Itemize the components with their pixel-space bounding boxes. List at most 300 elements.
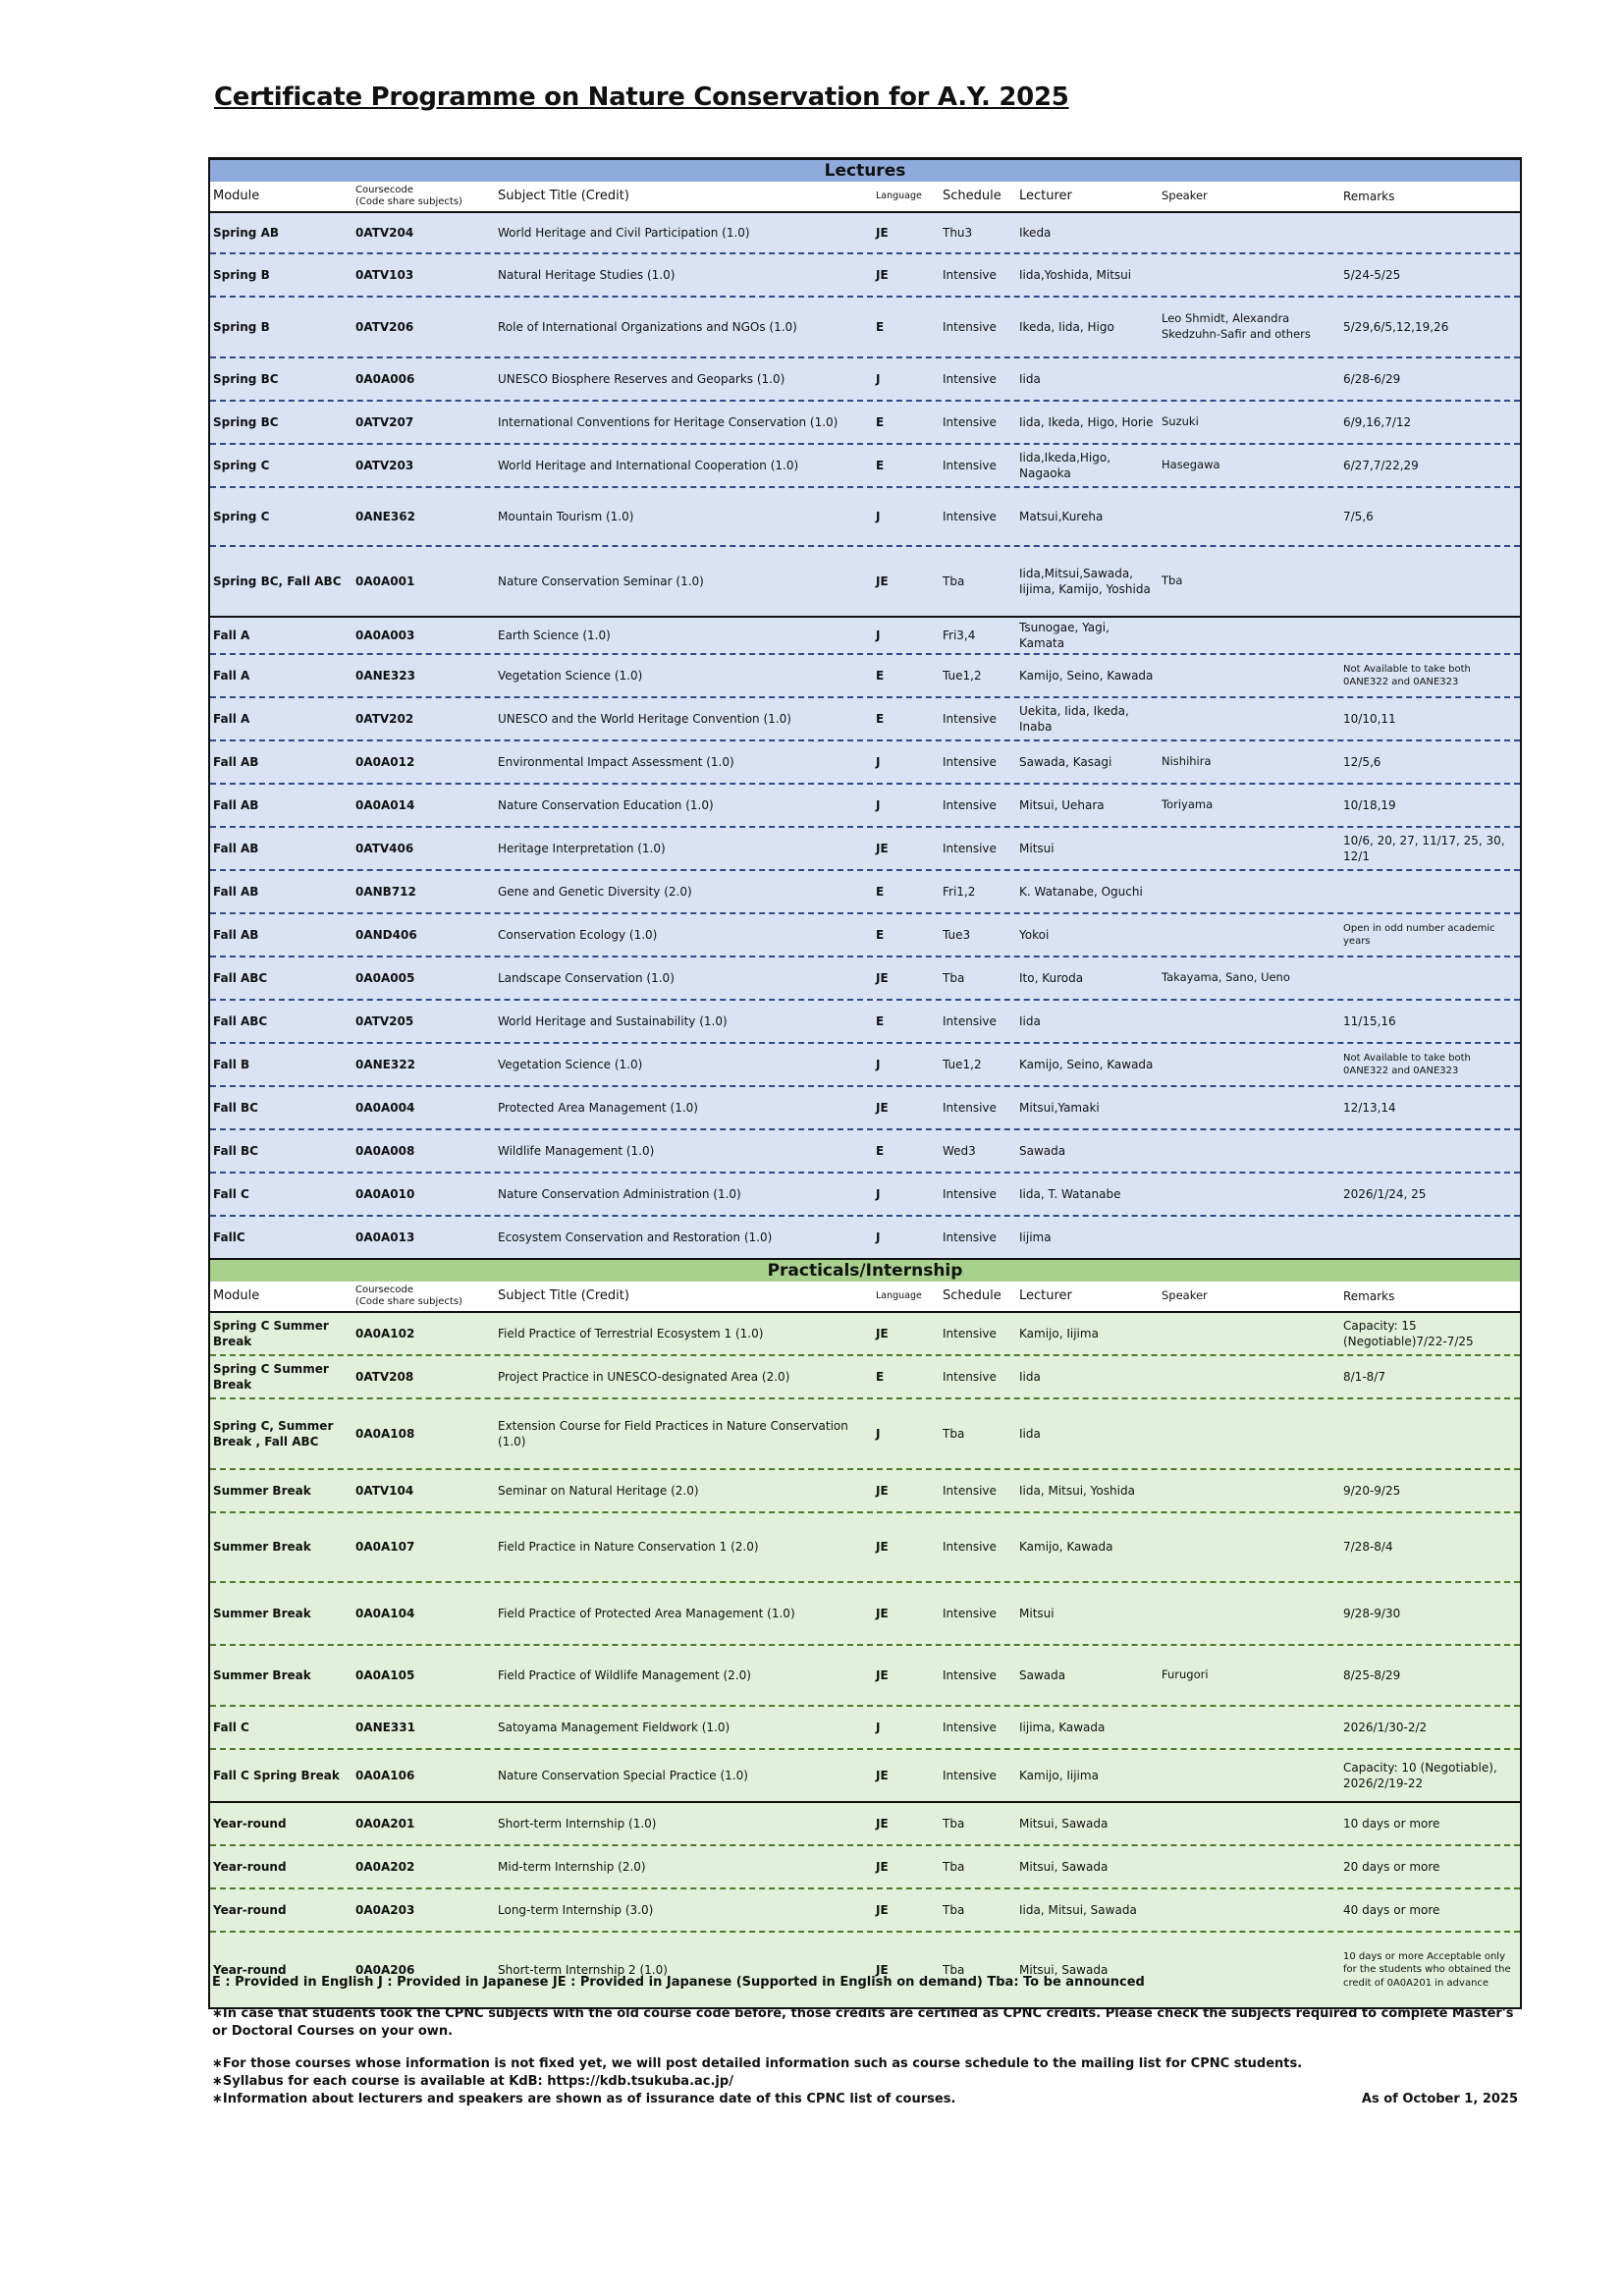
table-row bbox=[210, 1217, 1520, 1258]
cell-subject-title: Nature Conservation Education (1.0) bbox=[498, 797, 714, 812]
cell-module: Spring BC, Fall ABC bbox=[213, 574, 342, 588]
cell-lecturer: Iida, T. Watanabe bbox=[1019, 1186, 1121, 1201]
cell-remarks: 10 days or more bbox=[1343, 1816, 1440, 1831]
as-of-date: As of October 1, 2025 bbox=[1361, 2091, 1518, 2106]
cell-schedule: Fri3,4 bbox=[943, 628, 976, 642]
table-row bbox=[210, 741, 1520, 785]
cell-lecturer: Iijima, Kawada bbox=[1019, 1720, 1106, 1734]
cell-module: Fall AB bbox=[213, 754, 259, 769]
cell-schedule: Intensive bbox=[943, 1606, 997, 1620]
cell-lecturer: Kamijo, Seino, Kawada bbox=[1019, 668, 1154, 683]
cell-lecturer: Sawada bbox=[1019, 1667, 1066, 1682]
cell-course-code: 0ATV205 bbox=[355, 1013, 414, 1028]
cell-schedule: Intensive bbox=[943, 267, 997, 282]
cell-module: Year-round bbox=[213, 1902, 287, 1917]
table-row bbox=[210, 1707, 1520, 1750]
cell-module: Fall A bbox=[213, 668, 250, 683]
cell-module: Fall C bbox=[213, 1186, 249, 1201]
cell-language: J bbox=[876, 1720, 881, 1734]
cell-speaker: Nishihira bbox=[1162, 754, 1212, 769]
cell-language: JE bbox=[876, 1326, 889, 1340]
cell-module: Fall B bbox=[213, 1057, 250, 1071]
cell-lecturer: Iida,Yoshida, Mitsui bbox=[1019, 267, 1132, 282]
col-language: Language bbox=[876, 190, 922, 201]
cell-course-code: 0A0A201 bbox=[355, 1816, 415, 1831]
cell-remarks: 10/6, 20, 27, 11/17, 25, 30, 12/1 bbox=[1343, 833, 1505, 863]
col-code-sub: (Code share subjects) bbox=[355, 1296, 462, 1307]
cell-course-code: 0ATV204 bbox=[355, 225, 414, 240]
cell-subject-title: Landscape Conservation (1.0) bbox=[498, 970, 675, 985]
cell-schedule: Thu3 bbox=[943, 225, 973, 240]
table-row bbox=[210, 1750, 1520, 1803]
cell-language: JE bbox=[876, 970, 889, 985]
cell-subject-title: Protected Area Management (1.0) bbox=[498, 1100, 698, 1115]
cell-language: JE bbox=[876, 1667, 889, 1682]
cell-lecturer: Mitsui, Uehara bbox=[1019, 797, 1105, 812]
cell-speaker: Furugori bbox=[1162, 1667, 1209, 1682]
cell-remarks: 6/9,16,7/12 bbox=[1343, 414, 1412, 429]
cell-remarks: 6/27,7/22,29 bbox=[1343, 458, 1419, 472]
practicals-column-header bbox=[210, 1282, 1520, 1313]
cell-language: E bbox=[876, 458, 885, 472]
cell-subject-title: Mountain Tourism (1.0) bbox=[498, 509, 634, 523]
cell-course-code: 0A0A001 bbox=[355, 574, 415, 588]
table-row bbox=[210, 1044, 1520, 1087]
cell-course-code: 0A0A013 bbox=[355, 1230, 415, 1244]
cell-schedule: Tba bbox=[943, 1426, 965, 1441]
cell-course-code: 0A0A206 bbox=[355, 1962, 415, 1977]
cell-subject-title: Vegetation Science (1.0) bbox=[498, 668, 643, 683]
cell-speaker: Leo Shmidt, Alexandra Skedzuhn-Safir and others bbox=[1162, 311, 1311, 341]
cell-module: Spring AB bbox=[213, 225, 280, 240]
cell-language: J bbox=[876, 1426, 881, 1441]
cell-lecturer: Matsui,Kureha bbox=[1019, 509, 1104, 523]
cell-lecturer: Mitsui bbox=[1019, 841, 1055, 855]
note-old-course-code: ∗In case that students took the CPNC subjects with the old course code before, those credits are certified as CPNC credits. Please check the subjects required to complete Master's or Doctoral Courses on your own. bbox=[212, 2006, 1514, 2040]
cell-module: Spring BC bbox=[213, 414, 279, 429]
cell-schedule: Intensive bbox=[943, 1013, 997, 1028]
cell-schedule: Intensive bbox=[943, 1230, 997, 1244]
cell-module: Fall A bbox=[213, 628, 250, 642]
cell-language: E bbox=[876, 414, 885, 429]
cell-subject-title: Earth Science (1.0) bbox=[498, 628, 611, 642]
cell-schedule: Intensive bbox=[943, 1186, 997, 1201]
cell-language: J bbox=[876, 797, 881, 812]
table-row bbox=[210, 1087, 1520, 1130]
cell-subject-title: Seminar on Natural Heritage (2.0) bbox=[498, 1483, 699, 1498]
course-table bbox=[208, 157, 1522, 2009]
cell-schedule: Intensive bbox=[943, 319, 997, 334]
cell-lecturer: Iida, Mitsui, Yoshida bbox=[1019, 1483, 1135, 1498]
cell-course-code: 0ANE323 bbox=[355, 668, 415, 683]
cell-subject-title: International Conventions for Heritage Conservation (1.0) bbox=[498, 414, 839, 429]
cell-speaker: Toriyama bbox=[1162, 797, 1214, 812]
practicals-heading: Practicals/Internship bbox=[210, 1258, 1520, 1282]
cell-schedule: Fri1,2 bbox=[943, 884, 976, 899]
cell-lecturer: Iijima bbox=[1019, 1230, 1052, 1244]
cell-schedule: Intensive bbox=[943, 841, 997, 855]
cell-subject-title: World Heritage and International Cooperation (1.0) bbox=[498, 458, 799, 472]
cell-schedule: Intensive bbox=[943, 711, 997, 726]
lectures-heading: Lectures bbox=[210, 160, 1520, 182]
table-row bbox=[210, 402, 1520, 445]
table-row bbox=[210, 1513, 1520, 1583]
table-row bbox=[210, 618, 1520, 655]
cell-schedule: Intensive bbox=[943, 1768, 997, 1782]
cell-module: Spring C Summer Break bbox=[213, 1361, 329, 1392]
cell-lecturer: Iida,Ikeda,Higo, Nagaoka bbox=[1019, 450, 1111, 480]
cell-course-code: 0ANE322 bbox=[355, 1057, 415, 1071]
cell-remarks: 2026/1/24, 25 bbox=[1343, 1186, 1427, 1201]
cell-lecturer: Ikeda bbox=[1019, 225, 1052, 240]
cell-language: JE bbox=[876, 1859, 889, 1874]
cell-course-code: 0A0A008 bbox=[355, 1143, 415, 1158]
cell-remarks: 10/18,19 bbox=[1343, 797, 1396, 812]
cell-remarks: 8/1-8/7 bbox=[1343, 1369, 1385, 1384]
cell-lecturer: Tsunogae, Yagi, Kamata bbox=[1019, 620, 1110, 650]
cell-schedule: Tue1,2 bbox=[943, 668, 982, 683]
col-speaker: Speaker bbox=[1162, 1288, 1208, 1303]
cell-course-code: 0A0A004 bbox=[355, 1100, 415, 1115]
cell-module: Spring C bbox=[213, 509, 270, 523]
cell-module: Summer Break bbox=[213, 1483, 311, 1498]
cell-subject-title: Nature Conservation Administration (1.0) bbox=[498, 1186, 741, 1201]
cell-course-code: 0ANE362 bbox=[355, 509, 415, 523]
lectures-column-header bbox=[210, 182, 1520, 213]
table-row bbox=[210, 298, 1520, 358]
cell-lecturer: K. Watanabe, Oguchi bbox=[1019, 884, 1143, 899]
cell-schedule: Tba bbox=[943, 1859, 965, 1874]
cell-schedule: Intensive bbox=[943, 371, 997, 386]
table-row bbox=[210, 828, 1520, 871]
cell-module: Spring C bbox=[213, 458, 270, 472]
cell-lecturer: Iida,Mitsui,Sawada, Iijima, Kamijo, Yoshida bbox=[1019, 566, 1151, 596]
cell-language: JE bbox=[876, 267, 889, 282]
cell-schedule: Intensive bbox=[943, 1720, 997, 1734]
cell-subject-title: Long-term Internship (3.0) bbox=[498, 1902, 654, 1917]
cell-remarks: 40 days or more bbox=[1343, 1902, 1440, 1917]
cell-schedule: Intensive bbox=[943, 1369, 997, 1384]
cell-course-code: 0A0A202 bbox=[355, 1859, 415, 1874]
note-lecturer-info bbox=[212, 2091, 1518, 2108]
cell-lecturer: Ito, Kuroda bbox=[1019, 970, 1084, 985]
footnotes bbox=[212, 1974, 1518, 2108]
cell-remarks: 12/5,6 bbox=[1343, 754, 1381, 769]
note-syllabus: ∗Syllabus for each course is available at KdB: https://kdb.tsukuba.ac.jp/ bbox=[212, 2073, 733, 2089]
cell-course-code: 0A0A006 bbox=[355, 371, 415, 386]
table-row bbox=[210, 1470, 1520, 1513]
cell-course-code: 0A0A105 bbox=[355, 1667, 415, 1682]
cell-schedule: Tba bbox=[943, 970, 965, 985]
cell-lecturer: Iida bbox=[1019, 1369, 1041, 1384]
cell-module: Fall BC bbox=[213, 1143, 258, 1158]
lectures-body bbox=[210, 213, 1520, 1258]
table-row bbox=[210, 1583, 1520, 1646]
table-row bbox=[210, 785, 1520, 828]
cell-speaker: Takayama, Sano, Ueno bbox=[1162, 970, 1290, 985]
cell-course-code: 0A0A203 bbox=[355, 1902, 415, 1917]
practicals-body bbox=[210, 1313, 1520, 2007]
cell-course-code: 0ANB712 bbox=[355, 884, 416, 899]
cell-module: Fall AB bbox=[213, 797, 259, 812]
table-row bbox=[210, 547, 1520, 618]
table-row bbox=[210, 254, 1520, 298]
cell-schedule: Intensive bbox=[943, 1540, 997, 1555]
cell-language: JE bbox=[876, 225, 889, 240]
cell-subject-title: Short-term Internship (1.0) bbox=[498, 1816, 657, 1831]
table-row bbox=[210, 1356, 1520, 1399]
cell-subject-title: World Heritage and Civil Participation (1.0) bbox=[498, 225, 750, 240]
table-row bbox=[210, 1399, 1520, 1470]
cell-module: Fall AB bbox=[213, 927, 259, 942]
cell-language: E bbox=[876, 1013, 885, 1028]
cell-lecturer: Sawada, Kasagi bbox=[1019, 754, 1112, 769]
col-remarks: Remarks bbox=[1343, 189, 1395, 203]
col-remarks: Remarks bbox=[1343, 1288, 1395, 1303]
cell-module: Year-round bbox=[213, 1962, 287, 1977]
note-lecturer-info-text: ∗Information about lecturers and speakers are shown as of issurance date of this CPNC list of courses. bbox=[212, 2091, 956, 2106]
cell-subject-title: Natural Heritage Studies (1.0) bbox=[498, 267, 676, 282]
col-title: Subject Title (Credit) bbox=[498, 189, 629, 204]
col-module: Module bbox=[213, 1288, 260, 1304]
cell-course-code: 0ATV103 bbox=[355, 267, 414, 282]
table-row bbox=[210, 957, 1520, 1001]
table-row bbox=[210, 445, 1520, 488]
cell-language: JE bbox=[876, 1768, 889, 1782]
cell-schedule: Intensive bbox=[943, 754, 997, 769]
cell-subject-title: Ecosystem Conservation and Restoration (1.0) bbox=[498, 1230, 773, 1244]
cell-language: JE bbox=[876, 574, 889, 588]
cell-lecturer: Iida, Mitsui, Sawada bbox=[1019, 1902, 1137, 1917]
cell-module: Fall AB bbox=[213, 841, 259, 855]
cell-schedule: Intensive bbox=[943, 1667, 997, 1682]
cell-schedule: Intensive bbox=[943, 414, 997, 429]
col-schedule: Schedule bbox=[943, 189, 1001, 204]
cell-module: Spring B bbox=[213, 319, 270, 334]
cell-language: JE bbox=[876, 1606, 889, 1620]
cell-course-code: 0A0A108 bbox=[355, 1426, 415, 1441]
cell-subject-title: Field Practice of Terrestrial Ecosystem 1 (1.0) bbox=[498, 1326, 764, 1340]
cell-course-code: 0A0A005 bbox=[355, 970, 415, 985]
cell-subject-title: Field Practice in Nature Conservation 1 (2.0) bbox=[498, 1540, 759, 1555]
table-row bbox=[210, 1174, 1520, 1217]
cell-module: Summer Break bbox=[213, 1540, 311, 1555]
col-code-label: Coursecode bbox=[355, 1285, 414, 1295]
cell-schedule: Intensive bbox=[943, 1326, 997, 1340]
cell-subject-title: Field Practice of Protected Area Management (1.0) bbox=[498, 1606, 795, 1620]
cell-lecturer: Iida bbox=[1019, 1426, 1041, 1441]
cell-remarks: Capacity: 15 (Negotiable)7/22-7/25 bbox=[1343, 1318, 1474, 1348]
table-row bbox=[210, 213, 1520, 254]
cell-schedule: Tue1,2 bbox=[943, 1057, 982, 1071]
table-row bbox=[210, 1846, 1520, 1889]
cell-course-code: 0AND406 bbox=[355, 927, 417, 942]
cell-subject-title: UNESCO and the World Heritage Convention (1.0) bbox=[498, 711, 791, 726]
cell-subject-title: Wildlife Management (1.0) bbox=[498, 1143, 655, 1158]
col-code-label: Coursecode bbox=[355, 185, 414, 195]
cell-subject-title: Role of International Organizations and NGOs (1.0) bbox=[498, 319, 797, 334]
cell-course-code: 0ATV104 bbox=[355, 1483, 414, 1498]
cell-course-code: 0A0A102 bbox=[355, 1326, 415, 1340]
cell-remarks: 20 days or more bbox=[1343, 1859, 1440, 1874]
cell-course-code: 0A0A107 bbox=[355, 1540, 415, 1555]
note-mailing-list: ∗For those courses whose information is not fixed yet, we will post detailed information such as course schedule to the mailing list for CPNC students. bbox=[212, 2055, 1303, 2071]
cell-language: JE bbox=[876, 1902, 889, 1917]
cell-schedule: Intensive bbox=[943, 797, 997, 812]
cell-language: JE bbox=[876, 1540, 889, 1555]
page-title: Certificate Programme on Nature Conservation for A.Y. 2025 bbox=[214, 82, 1069, 112]
cell-course-code: 0ANE331 bbox=[355, 1720, 415, 1734]
col-code bbox=[352, 1285, 495, 1308]
cell-remarks: 12/13,14 bbox=[1343, 1100, 1396, 1115]
cell-module: Spring C, Summer Break , Fall ABC bbox=[213, 1418, 334, 1449]
col-title: Subject Title (Credit) bbox=[498, 1288, 629, 1304]
cell-course-code: 0A0A012 bbox=[355, 754, 415, 769]
cell-schedule: Intensive bbox=[943, 458, 997, 472]
cell-lecturer: Yokoi bbox=[1019, 927, 1050, 942]
cell-module: Year-round bbox=[213, 1859, 287, 1874]
cell-schedule: Tue3 bbox=[943, 927, 971, 942]
table-row bbox=[210, 698, 1520, 741]
cell-lecturer: Kamijo, Iijima bbox=[1019, 1326, 1099, 1340]
cell-remarks: 11/15,16 bbox=[1343, 1013, 1396, 1028]
col-schedule: Schedule bbox=[943, 1288, 1001, 1304]
table-row bbox=[210, 1130, 1520, 1174]
cell-schedule: Wed3 bbox=[943, 1143, 976, 1158]
cell-subject-title: Conservation Ecology (1.0) bbox=[498, 927, 658, 942]
cell-subject-title: Heritage Interpretation (1.0) bbox=[498, 841, 666, 855]
cell-language: E bbox=[876, 711, 885, 726]
cell-lecturer: Iida, Ikeda, Higo, Horie bbox=[1019, 414, 1154, 429]
col-code bbox=[352, 185, 495, 208]
cell-module: Fall AB bbox=[213, 884, 259, 899]
cell-language: JE bbox=[876, 1962, 889, 1977]
cell-module: Fall BC bbox=[213, 1100, 258, 1115]
cell-subject-title: Field Practice of Wildlife Management (2.0) bbox=[498, 1667, 751, 1682]
cell-remarks: 5/29,6/5,12,19,26 bbox=[1343, 319, 1449, 334]
cell-schedule: Tba bbox=[943, 574, 965, 588]
col-code-sub: (Code share subjects) bbox=[355, 196, 462, 207]
cell-module: Spring BC bbox=[213, 371, 279, 386]
cell-module: FallC bbox=[213, 1230, 245, 1244]
cell-language: E bbox=[876, 319, 885, 334]
cell-language: JE bbox=[876, 1816, 889, 1831]
table-row bbox=[210, 1803, 1520, 1846]
cell-module: Summer Break bbox=[213, 1606, 311, 1620]
cell-language: E bbox=[876, 927, 885, 942]
cell-lecturer: Sawada bbox=[1019, 1143, 1066, 1158]
cell-course-code: 0A0A106 bbox=[355, 1768, 415, 1782]
cell-module: Fall A bbox=[213, 711, 250, 726]
cell-subject-title: Nature Conservation Special Practice (1.0) bbox=[498, 1768, 748, 1782]
cell-language: E bbox=[876, 668, 885, 683]
table-row bbox=[210, 488, 1520, 547]
cell-remarks: 9/20-9/25 bbox=[1343, 1483, 1401, 1498]
cell-language: E bbox=[876, 884, 885, 899]
cell-course-code: 0A0A010 bbox=[355, 1186, 415, 1201]
cell-subject-title: Satoyama Management Fieldwork (1.0) bbox=[498, 1720, 731, 1734]
cell-language: J bbox=[876, 1057, 881, 1071]
cell-course-code: 0ATV202 bbox=[355, 711, 414, 726]
table-row bbox=[210, 871, 1520, 914]
cell-module: Summer Break bbox=[213, 1667, 311, 1682]
table-row bbox=[210, 358, 1520, 402]
col-lecturer: Lecturer bbox=[1019, 189, 1072, 204]
cell-speaker: Suzuki bbox=[1162, 414, 1199, 429]
cell-language: J bbox=[876, 509, 881, 523]
cell-language: E bbox=[876, 1369, 885, 1384]
cell-module: Fall C Spring Break bbox=[213, 1768, 340, 1782]
table-row bbox=[210, 1889, 1520, 1933]
cell-subject-title: Environmental Impact Assessment (1.0) bbox=[498, 754, 734, 769]
table-row bbox=[210, 1001, 1520, 1044]
cell-lecturer: Iida bbox=[1019, 1013, 1041, 1028]
cell-schedule: Intensive bbox=[943, 1100, 997, 1115]
cell-schedule: Tba bbox=[943, 1816, 965, 1831]
cell-remarks: Not Available to take both 0ANE322 and 0ANE323 bbox=[1343, 663, 1471, 687]
cell-language: JE bbox=[876, 1483, 889, 1498]
language-legend: E : Provided in English J : Provided in Japanese JE : Provided in Japanese (Supported in English on demand) Tba: To be announced bbox=[212, 1975, 1145, 1990]
cell-subject-title: Nature Conservation Seminar (1.0) bbox=[498, 574, 704, 588]
cell-speaker: Tba bbox=[1162, 574, 1183, 588]
cell-subject-title: Mid-term Internship (2.0) bbox=[498, 1859, 646, 1874]
cell-module: Year-round bbox=[213, 1816, 287, 1831]
cell-course-code: 0A0A003 bbox=[355, 628, 415, 642]
cell-schedule: Intensive bbox=[943, 509, 997, 523]
cell-language: J bbox=[876, 371, 881, 386]
cell-remarks: 2026/1/30-2/2 bbox=[1343, 1720, 1428, 1734]
cell-course-code: 0ATV207 bbox=[355, 414, 414, 429]
cell-language: E bbox=[876, 1143, 885, 1158]
cell-lecturer: Mitsui, Sawada bbox=[1019, 1962, 1109, 1977]
cell-subject-title: World Heritage and Sustainability (1.0) bbox=[498, 1013, 728, 1028]
table-row bbox=[210, 1646, 1520, 1707]
cell-language: J bbox=[876, 754, 881, 769]
cell-course-code: 0ATV406 bbox=[355, 841, 414, 855]
cell-module: Spring C Summer Break bbox=[213, 1318, 329, 1348]
table-row bbox=[210, 655, 1520, 698]
cell-subject-title: Short-term Internship 2 (1.0) bbox=[498, 1962, 668, 1977]
cell-course-code: 0ATV203 bbox=[355, 458, 414, 472]
cell-remarks: 5/24-5/25 bbox=[1343, 267, 1401, 282]
cell-lecturer: Iida bbox=[1019, 371, 1041, 386]
cell-schedule: Tba bbox=[943, 1902, 965, 1917]
cell-subject-title: Vegetation Science (1.0) bbox=[498, 1057, 643, 1071]
cell-remarks: 10/10,11 bbox=[1343, 711, 1396, 726]
cell-remarks: Capacity: 10 (Negotiable), 2026/2/19-22 bbox=[1343, 1760, 1497, 1790]
cell-lecturer: Mitsui, Sawada bbox=[1019, 1859, 1109, 1874]
cell-language: J bbox=[876, 1230, 881, 1244]
cell-language: J bbox=[876, 1186, 881, 1201]
cell-remarks: Open in odd number academic years bbox=[1343, 922, 1495, 947]
cell-lecturer: Mitsui,Yamaki bbox=[1019, 1100, 1100, 1115]
cell-remarks: 10 days or more Acceptable only for the students who obtained the credit of 0A0A201 in advance bbox=[1343, 1950, 1511, 1989]
cell-module: Fall C bbox=[213, 1720, 249, 1734]
cell-module: Fall ABC bbox=[213, 970, 268, 985]
cell-subject-title: Project Practice in UNESCO-designated Area (2.0) bbox=[498, 1369, 790, 1384]
cell-lecturer: Mitsui bbox=[1019, 1606, 1055, 1620]
cell-remarks: 7/5,6 bbox=[1343, 509, 1374, 523]
cell-language: JE bbox=[876, 1100, 889, 1115]
cell-lecturer: Kamijo, Seino, Kawada bbox=[1019, 1057, 1154, 1071]
cell-subject-title: Extension Course for Field Practices in Nature Conservation (1.0) bbox=[498, 1418, 848, 1449]
cell-lecturer: Mitsui, Sawada bbox=[1019, 1816, 1109, 1831]
cell-speaker: Hasegawa bbox=[1162, 458, 1220, 472]
cell-subject-title: Gene and Genetic Diversity (2.0) bbox=[498, 884, 692, 899]
col-speaker: Speaker bbox=[1162, 189, 1208, 203]
cell-remarks: 8/25-8/29 bbox=[1343, 1667, 1401, 1682]
cell-module: Fall ABC bbox=[213, 1013, 268, 1028]
